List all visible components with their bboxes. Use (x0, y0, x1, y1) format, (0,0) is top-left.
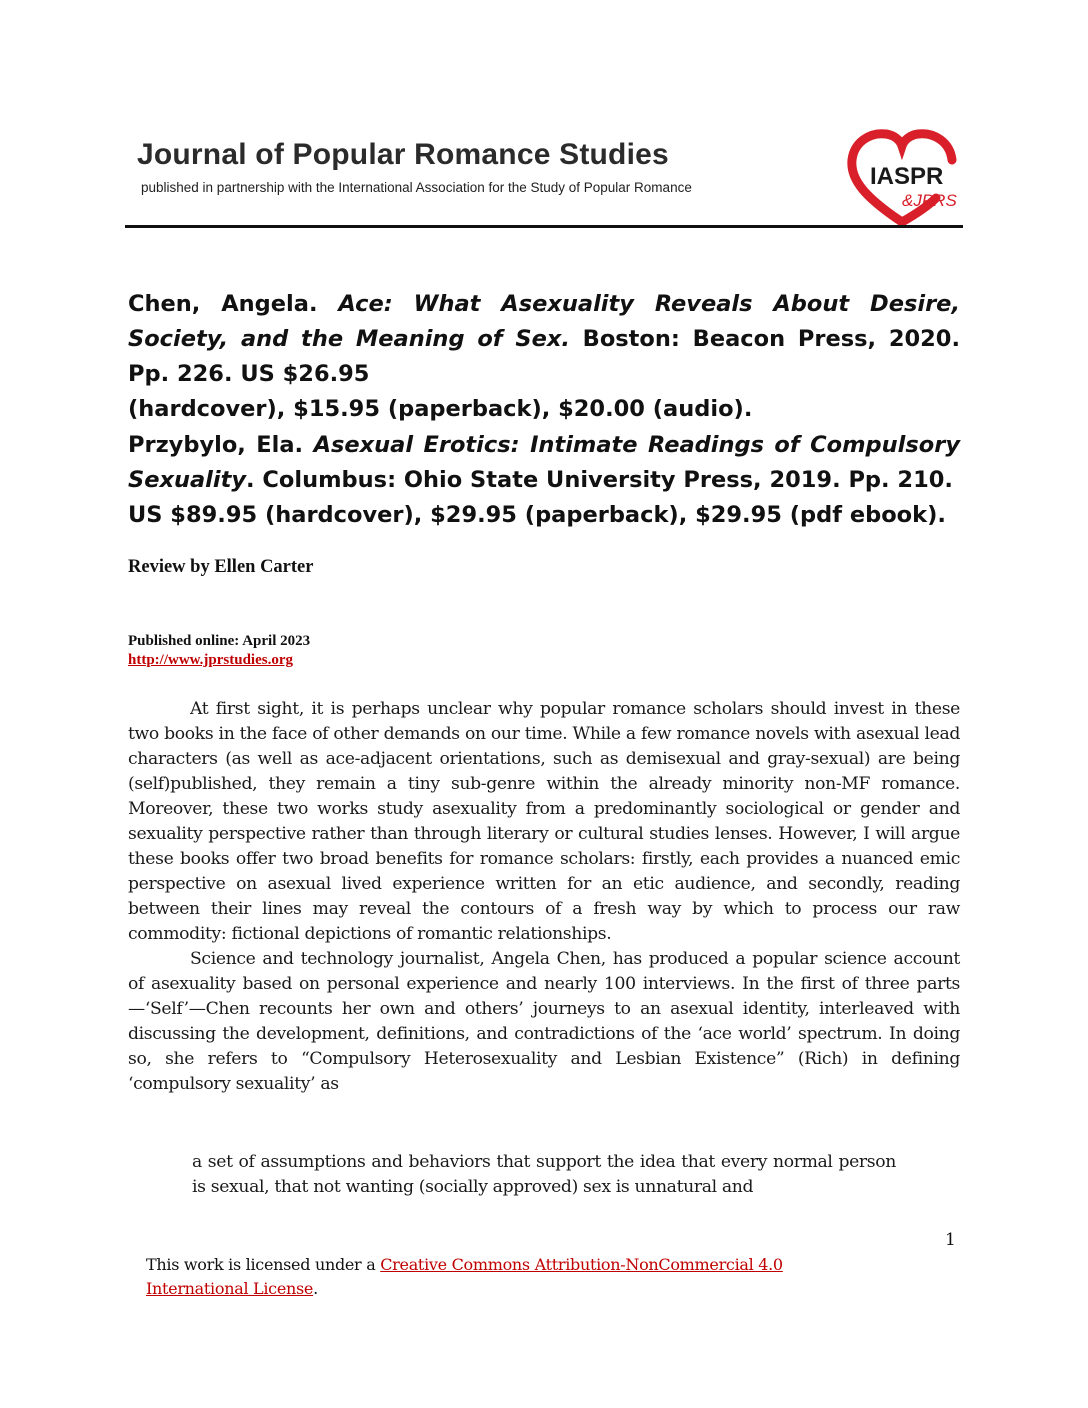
citation-title: Asexual Erotics: Intimate Readings of Compulsory Sexuality (128, 432, 960, 493)
journal-subtitle: published in partnership with the International Association for the Study of Popular Romance (141, 180, 692, 195)
citation-author: Chen, Angela. (128, 291, 318, 317)
page-number: 1 (945, 1230, 956, 1250)
license-notice (146, 1253, 846, 1301)
block-quote: a set of assumptions and behaviors that support the idea that every normal person is sexual, that not wanting (socially approved) sex is unnatural and (192, 1152, 896, 1197)
logo-text-jprs: &JPRS (902, 191, 957, 210)
journal-title: Journal of Popular Romance Studies (137, 138, 669, 171)
reviewer-byline: Review by Ellen Carter (128, 557, 314, 577)
publication-date: Published online: April 2023 (128, 633, 311, 649)
citation-title: Ace: What Asexuality Reveals About Desire, Society, and the Meaning of Sex. (128, 291, 960, 352)
citation-chen (128, 287, 960, 427)
citation-details: Boston: Beacon Press, 2020. Pp. 226. US $26.95 (128, 326, 960, 387)
license-link[interactable]: Creative Commons Attribution-NonCommercial 4.0 International License (146, 1255, 783, 1298)
license-prefix: This work is licensed under a (146, 1255, 381, 1274)
citation-details: (hardcover), $15.95 (paperback), $20.00 (audio). (128, 396, 753, 422)
heart-logo-icon (846, 128, 958, 228)
journal-website-link[interactable]: http://www.jprstudies.org (128, 652, 294, 668)
citation-details: . Columbus: Ohio State University Press, 2019. Pp. 210. (246, 467, 953, 493)
license-suffix: . (313, 1279, 318, 1298)
header-divider (125, 225, 963, 228)
citation-przybylo (128, 428, 960, 533)
review-body (128, 697, 960, 1097)
body-paragraph: Science and technology journalist, Angela Chen, has produced a popular science account of asexuality based on personal experience and nearly 100 interviews. In the first of three parts—‘Self’—Chen recounts her own and others’ journeys to an asexual identity, interleaved with discussing the development, definitions, and contradictions of the ‘ace world’ spectrum. In doing so, she refers to “Compulsory Heterosexuality and Lesbian Existence” (Rich) in defining ‘compulsory sexuality’ as (128, 949, 960, 1094)
citation-author: Przybylo, Ela. (128, 432, 304, 458)
body-paragraph: At first sight, it is perhaps unclear why popular romance scholars should invest in these two books in the face of other demands on our time. While a few romance novels with asexual lead characters (as well as ace-adjacent orientations, such as demisexual and gray-sexual) are being (self)published, they remain a tiny sub-genre within the already minority non-MF romance. Moreover, these two works study asexuality from a predominantly sociological or gender and sexuality perspective rather than through literary or cultural studies lenses. However, I will argue these books offer two broad benefits for romance scholars: firstly, each provides a nuanced emic perspective on asexual lived experience written for an etic audience, and secondly, reading between their lines may reveal the contours of a fresh way by which to process our raw commodity: fictional depictions of romantic relationships. (128, 699, 960, 944)
citation-details: US $89.95 (hardcover), $29.95 (paperback), $29.95 (pdf ebook). (128, 502, 946, 528)
logo-text-iaspr: IASPR (870, 163, 944, 190)
